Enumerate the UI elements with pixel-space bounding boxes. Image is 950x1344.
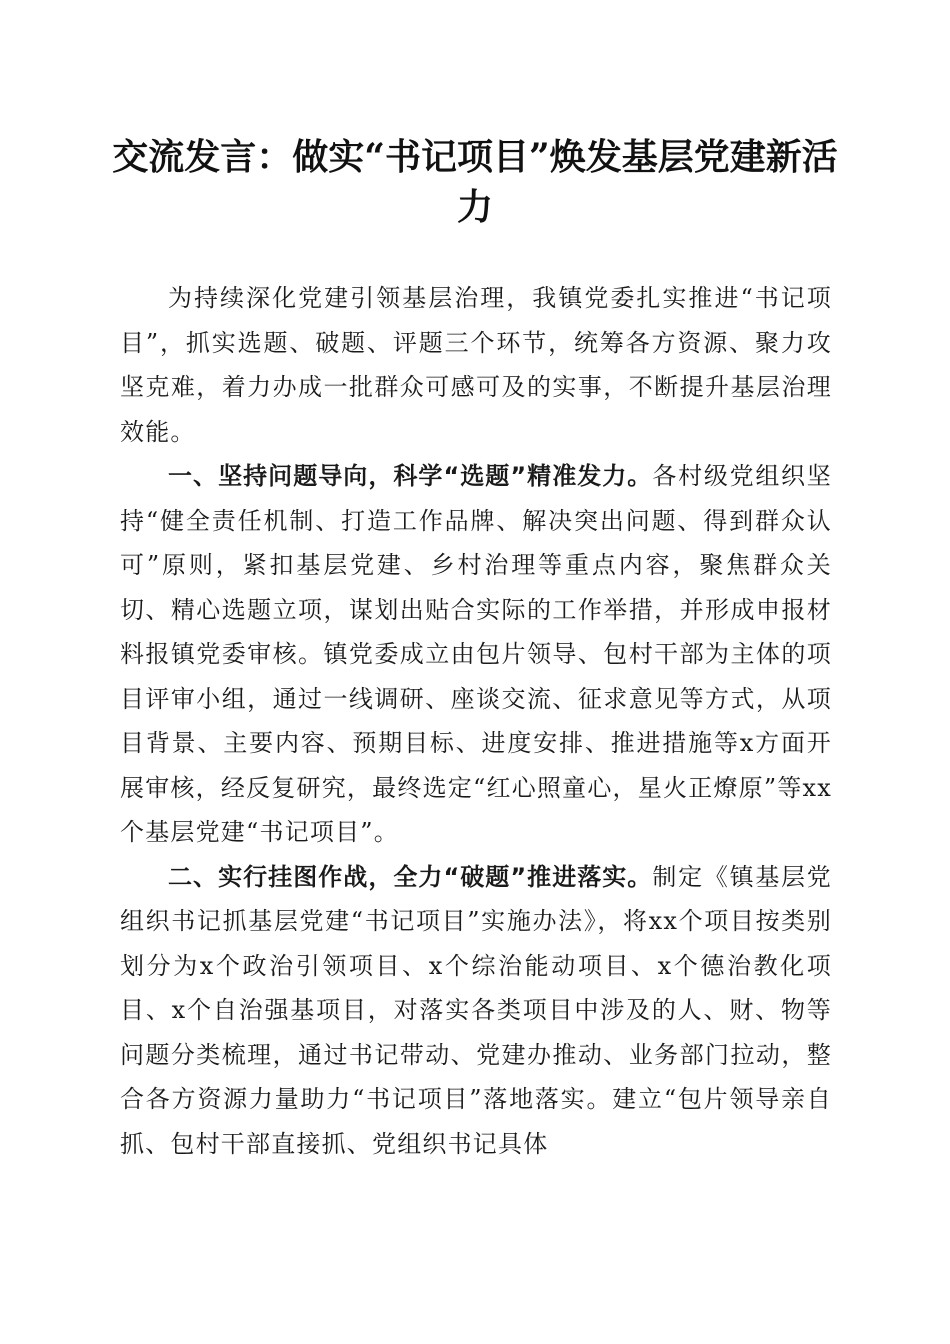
paragraph-text: 各村级党组织坚持“健全责任机制、打造工作品牌、解决突出问题、得到群众认可”原则，紧扣基层党建、乡村治理等重点内容，聚焦群众关切、精心选题立项，谋划出贴合实际的工作举措，并形成申报材料报镇党委审核。镇党委成立由包片领导、包村干部为主体的项目评审小组，通过一线调研、座谈交流、征求意见等方式，从项目背景、主要内容、预期目标、进度安排、推进措施等x方面开展审核，经反复研究，最终选定“红心照童心，星火正燎原”等xx个基层党建“书记项目”。 <box>120 462 833 846</box>
document-body <box>120 276 832 1166</box>
section-heading: 一、坚持问题导向，科学“选题”精准发力。 <box>168 462 653 490</box>
paragraph-intro <box>120 276 832 454</box>
paragraph-text: 制定《镇基层党组织书记抓基层党建“书记项目”实施办法》，将xx个项目按类别划分为x个政治引领项目、x个综治能动项目、x个德治教化项目、x个自治强基项目，对落实各类项目中涉及的人、财、物等问题分类梳理，通过书记带动、党建办推动、业务部门拉动，整合各方资源力量助力“书记项目”落地落实。建立“包片领导亲自抓、包村干部直接抓、党组织书记具体 <box>120 862 833 1158</box>
paragraph-section-2 <box>120 855 832 1167</box>
document-title: 交流发言：做实“书记项目”焕发基层党建新活力 <box>112 136 838 228</box>
paragraph-section-1 <box>120 454 832 855</box>
paragraph-text: 为持续深化党建引领基层治理，我镇党委扎实推进“书记项目”，抓实选题、破题、评题三个环节，统筹各方资源、聚力攻坚克难，着力办成一批群众可感可及的实事，不断提升基层治理效能。 <box>120 284 832 446</box>
section-heading: 二、实行挂图作战，全力“破题”推进落实。 <box>168 862 653 891</box>
